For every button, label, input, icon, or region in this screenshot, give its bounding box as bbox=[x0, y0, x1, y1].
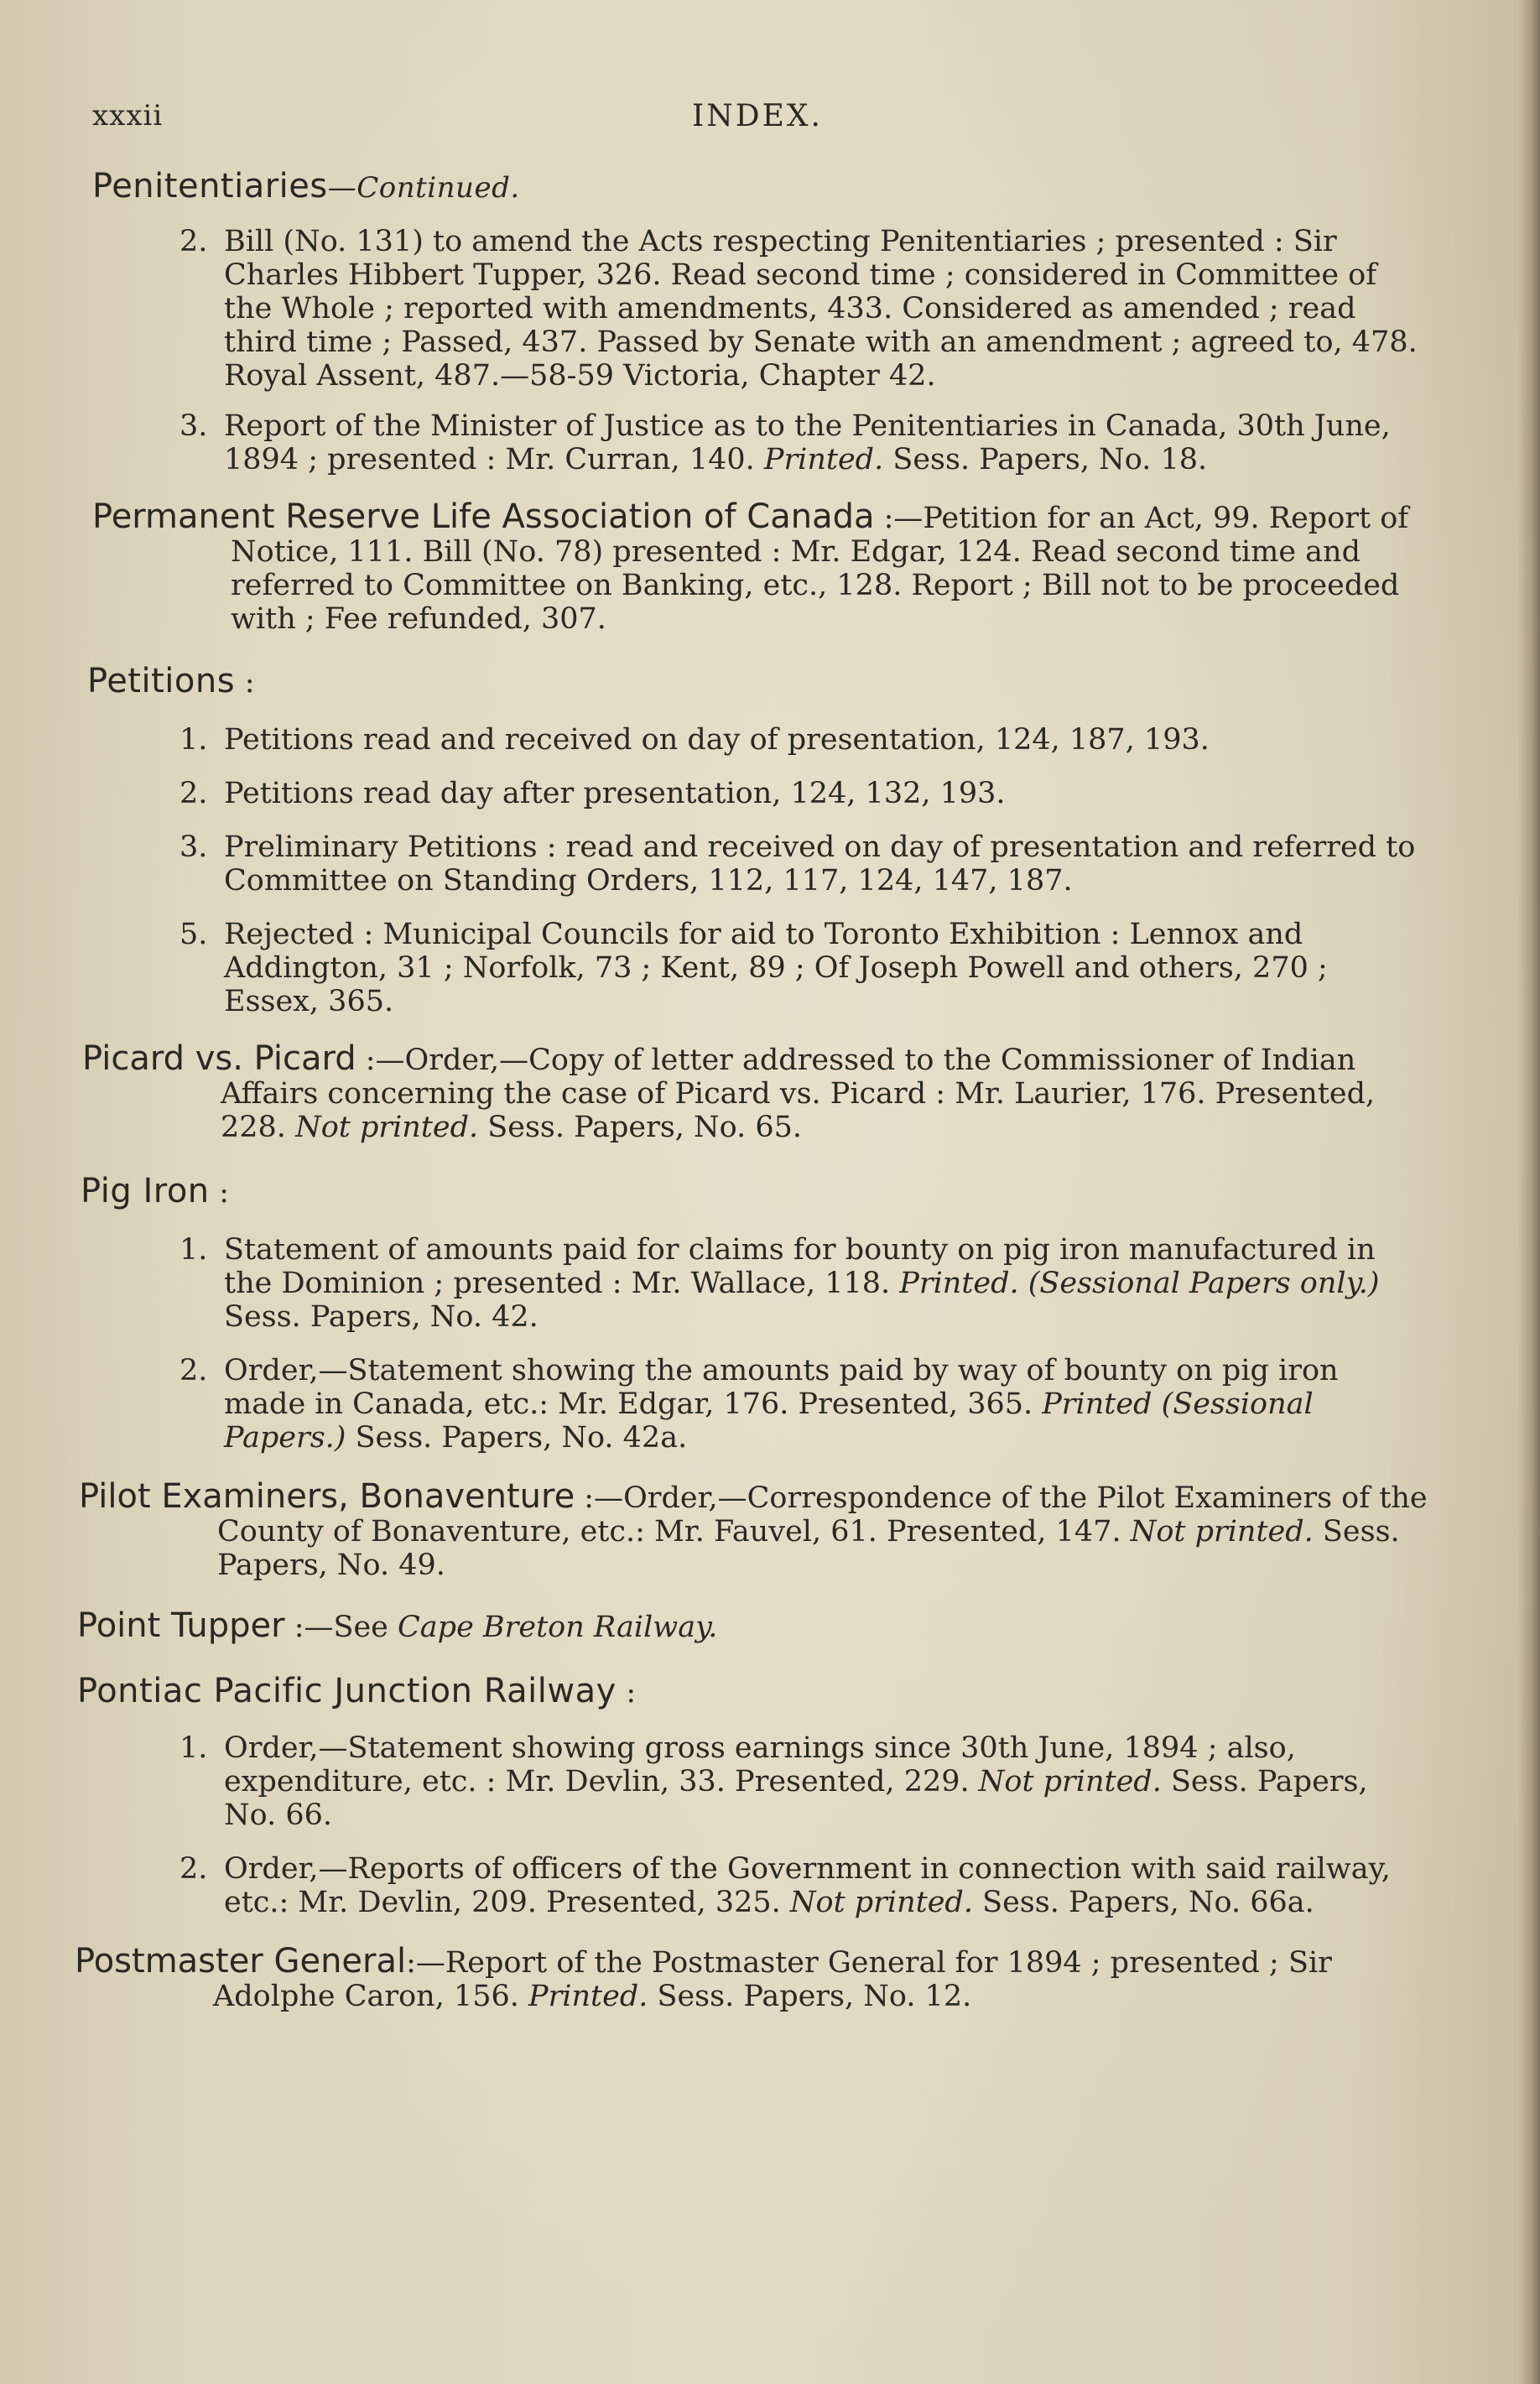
entry-subitem: 3. Report of the Minister of Justice as to the Penitentiaries in Canada, 30th June, 1894 ; presented : Mr. Curran, 140. Printed. Sess. Papers, No. 18. bbox=[179, 409, 1391, 476]
index-entry: Postmaster General:—Report of the Postmaster General for 1894 ; presented ; Sir Adolphe Caron, 156. Printed. Sess. Papers, No. 12. bbox=[75, 1942, 1332, 2013]
page-edge-shadow bbox=[1518, 0, 1540, 2384]
entry-subitem: 5. Rejected : Municipal Councils for aid to Toronto Exhibition : Lennox and Addington, 31 ; Norfolk, 73 ; Kent, 89 ; Of Joseph Powell and others, 270 ; Essex, 365. bbox=[179, 918, 1328, 1018]
entry-subitem: 1. Order,—Statement showing gross earnings since 30th June, 1894 ; also, expenditure, etc. : Mr. Devlin, 33. Presented, 229. Not printed. Sess. Papers, No. 66. bbox=[179, 1731, 1368, 1832]
entry-heading: Pilot Examiners, Bonaventure bbox=[79, 1477, 575, 1516]
entry-heading: Point Tupper bbox=[77, 1606, 285, 1645]
entry-heading: Penitentiaries—Continued. bbox=[92, 167, 520, 206]
entry-subitem: 1. Petitions read and received on day of presentation, 124, 187, 193. bbox=[179, 723, 1210, 757]
entry-heading: Picard vs. Picard bbox=[82, 1039, 356, 1078]
entry-heading: Postmaster General bbox=[75, 1942, 407, 1981]
entry-subitem: 2. Order,—Statement showing the amounts paid by way of bounty on pig iron made in Canada, etc.: Mr. Edgar, 176. Presented, 365. Printed (Sessional Papers.) Sess. Papers, No. 42a. bbox=[179, 1354, 1339, 1455]
page-header bbox=[92, 99, 1418, 149]
entry-heading: Petitions : bbox=[87, 662, 255, 700]
index-entry bbox=[77, 1171, 1428, 1455]
index-content bbox=[77, 166, 1428, 2013]
running-title: INDEX. bbox=[692, 99, 823, 133]
entry-heading: Permanent Reserve Life Association of Canada bbox=[92, 497, 875, 536]
index-entry bbox=[77, 661, 1428, 1018]
index-entry: Permanent Reserve Life Association of Canada :—Petition for an Act, 99. Report of Notice, 111. Bill (No. 78) presented : Mr. Edgar, 124. Read second time and referred to Committee on Banking, etc., 128. Report ; Bill not to be proceeded with ; Fee refunded, 307. bbox=[92, 497, 1409, 636]
entry-subitem: 2. Bill (No. 131) to amend the Acts respecting Penitentiaries ; presented : Sir Charles Hibbert Tupper, 326. Read second time ; considered in Committee of the Whole ; reported with amendments, 433. Considered as amended ; read third time ; Passed, 437. Passed by Senate with an amendment ; agreed to, 478. Royal Assent, 487.—58-59 Victoria, Chapter 42. bbox=[179, 225, 1418, 393]
index-entry bbox=[77, 166, 1428, 476]
entry-subitem: 2. Order,—Reports of officers of the Government in connection with said railway, etc.: Mr. Devlin, 209. Presented, 325. Not printed. Sess. Papers, No. 66a. bbox=[179, 1852, 1391, 1919]
entry-subitem: 3. Preliminary Petitions : read and received on day of presentation and referred to Committee on Standing Orders, 112, 117, 124, 147, 187. bbox=[179, 830, 1416, 898]
entry-subitem: 1. Statement of amounts paid for claims for bounty on pig iron manufactured in the Dominion ; presented : Mr. Wallace, 118. Printed. (Sessional Papers only.) Sess. Papers, No. 42. bbox=[179, 1233, 1380, 1334]
entry-heading: Pig Iron : bbox=[81, 1172, 230, 1210]
page-number: xxxii bbox=[92, 99, 164, 133]
entry-subitem: 2. Petitions read day after presentation, 124, 132, 193. bbox=[179, 777, 1006, 810]
index-entry bbox=[77, 1671, 1428, 1919]
index-entry: Point Tupper :—See Cape Breton Railway. bbox=[77, 1606, 718, 1645]
index-entry: Pilot Examiners, Bonaventure :—Order,—Correspondence of the Pilot Examiners of the County of Bonaventure, etc.: Mr. Fauvel, 61. Presented, 147. Not printed. Sess. Papers, No. 49. bbox=[79, 1477, 1428, 1582]
entry-heading: Pontiac Pacific Junction Railway : bbox=[77, 1672, 637, 1710]
index-entry: Picard vs. Picard :—Order,—Copy of letter addressed to the Commissioner of Indian Affairs concerning the case of Picard vs. Picard : Mr. Laurier, 176. Presented, 228. Not printed. Sess. Papers, No. 65. bbox=[82, 1039, 1376, 1144]
